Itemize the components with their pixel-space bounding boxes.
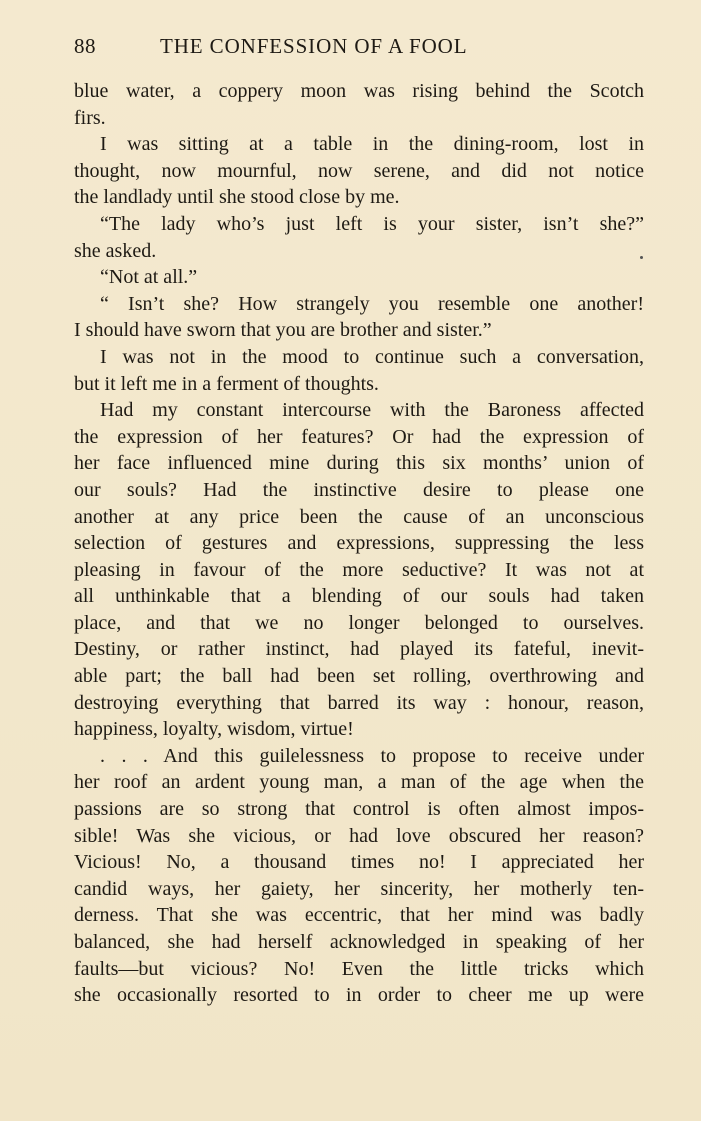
text-line: “ Isn’t she? How strangely you resemble one another!: [100, 292, 644, 315]
text-line: the expression of her features? Or had the expression of: [74, 425, 644, 448]
text-line: Vicious! No, a thousand times no! I appreciated her: [74, 851, 644, 874]
text-line: thought, now mournful, now serene, and did not notice: [74, 159, 644, 182]
text-line: . . . And this guilelessness to propose to receive under: [100, 744, 644, 767]
text-line: her face influenced mine during this six months’ union of: [74, 452, 644, 475]
text-line: I should have sworn that you are brother and sister.”: [74, 319, 492, 342]
text-line: Destiny, or rather instinct, had played its fateful, inevit-: [74, 638, 644, 661]
page-number: 88: [74, 34, 96, 58]
running-head: THE CONFESSION OF A FOOL: [160, 34, 468, 58]
text-line: I was sitting at a table in the dining-room, lost in: [100, 133, 644, 156]
text-line: firs.: [74, 106, 106, 129]
text-line: happiness, loyalty, wisdom, virtue!: [74, 718, 354, 741]
text-line: balanced, she had herself acknowledged in speaking of her: [74, 931, 644, 953]
text-line: derness. That she was eccentric, that her mind was badly: [74, 904, 644, 927]
text-line: faults—but vicious? No! Even the little tricks which: [74, 957, 644, 980]
page-header: [74, 34, 644, 64]
text-line: she asked.: [74, 239, 157, 262]
text-line: sible! Was she vicious, or had love obscured her reason?: [74, 824, 644, 847]
text-line: the landlady until she stood close by me.: [74, 186, 400, 209]
text-line: our souls? Had the instinctive desire to please one: [74, 478, 644, 501]
text-line: able part; the ball had been set rolling, overthrowing and: [74, 665, 644, 688]
text-line: her roof an ardent young man, a man of the age when the: [74, 771, 644, 794]
text-line: destroying everything that barred its way : honour, reason,: [74, 691, 644, 714]
text-line: all unthinkable that a blending of our souls had taken: [74, 585, 644, 608]
text-line: blue water, a coppery moon was rising behind the Scotch: [74, 80, 644, 102]
text-line: but it left me in a ferment of thoughts.: [74, 372, 379, 395]
text-line: pleasing in favour of the more seductive? It was not at: [74, 558, 644, 581]
text-line: “The lady who’s just left is your sister, isn’t she?”: [100, 212, 644, 235]
body-text: [74, 78, 644, 1009]
text-line: Had my constant intercourse with the Baroness affected: [100, 399, 644, 422]
text-line: place, and that we no longer belonged to ourselves.: [74, 611, 644, 634]
text-line: passions are so strong that control is often almost impos-: [74, 798, 644, 821]
text-line: selection of gestures and expressions, suppressing the less: [74, 532, 644, 555]
text-line: “Not at all.”: [100, 266, 198, 289]
text-line: another at any price been the cause of an unconscious: [74, 505, 644, 528]
text-line: she occasionally resorted to in order to cheer me up were: [74, 984, 644, 1007]
text-line: candid ways, her gaiety, her sincerity, her motherly ten-: [74, 877, 644, 900]
text-line: I was not in the mood to continue such a conversation,: [100, 345, 644, 368]
